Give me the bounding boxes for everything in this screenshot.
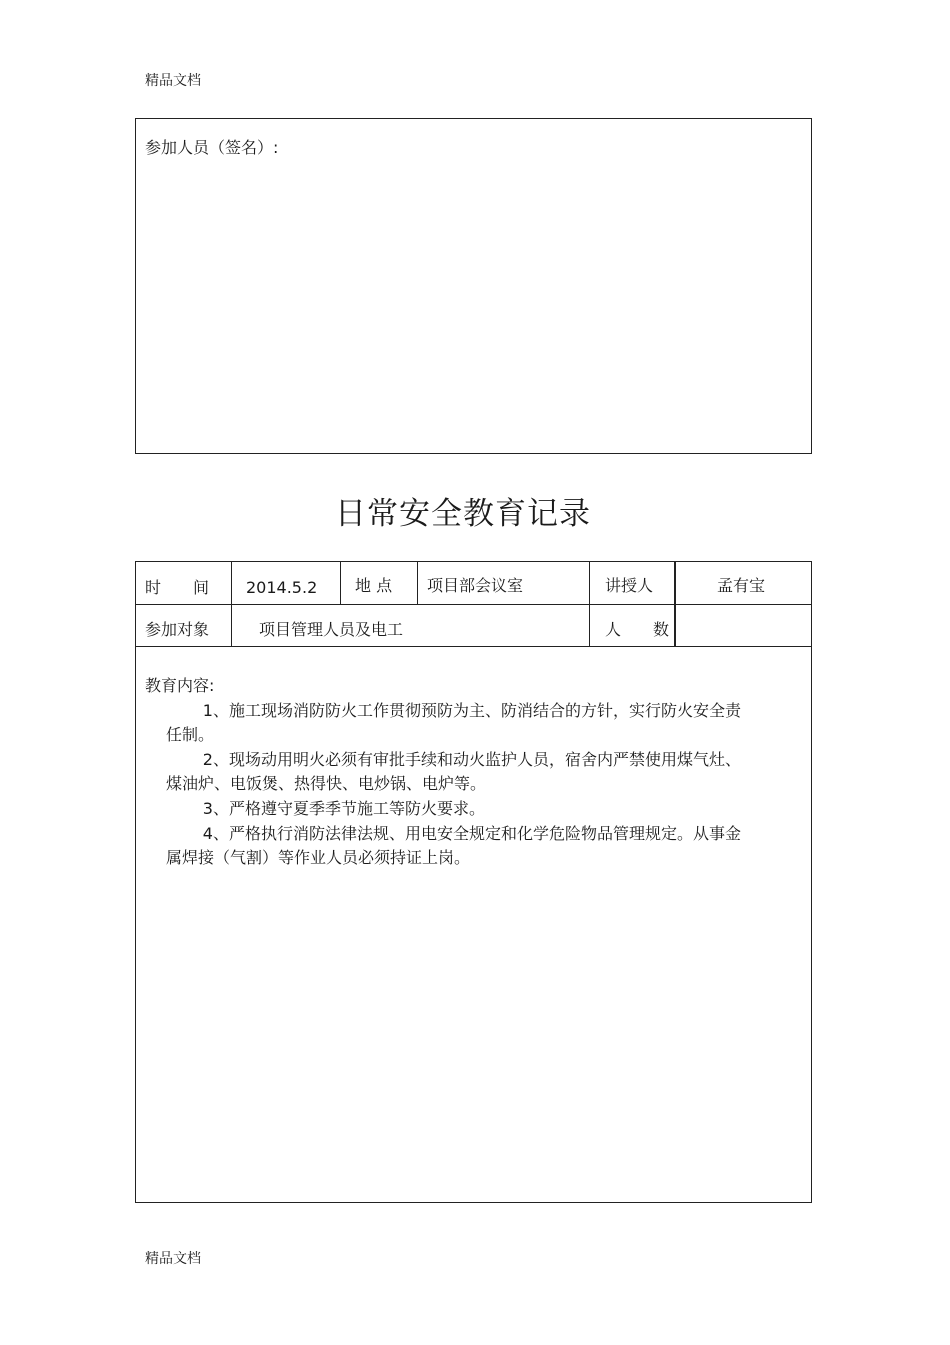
- row-divider: [136, 604, 811, 605]
- content-body: [166, 699, 756, 871]
- content-item: 3、严格遵守夏季季节施工等防火要求。: [202, 799, 485, 818]
- lecturer-label: 讲授人: [605, 576, 654, 595]
- place-value: 项目部会议室: [427, 576, 524, 595]
- content-item: 2、现场动用明火必须有审批手续和动火监护人员，宿舍内严禁使用煤气灶、煤油炉、电饭煲、热得快、电炒锅、电炉等。: [166, 750, 741, 793]
- count-label: 人 数: [605, 620, 670, 639]
- time-value: 2014.5.2: [246, 578, 318, 597]
- audience-value: 项目管理人员及电工: [259, 620, 404, 639]
- document-title: 日常安全教育记录: [335, 496, 591, 532]
- row-divider: [136, 646, 811, 647]
- time-label: 时 间: [145, 578, 210, 597]
- lecturer-value: 孟有宝: [717, 576, 766, 595]
- col-divider: [417, 562, 418, 604]
- content-item: 4、严格执行消防法律法规、用电安全规定和化学危险物品管理规定。从事金属焊接（气割）等作业人员必须持证上岗。: [166, 824, 741, 867]
- col-divider: [231, 604, 232, 646]
- audience-label: 参加对象: [145, 620, 210, 639]
- col-divider: [231, 562, 232, 604]
- place-label: 地 点: [355, 576, 393, 595]
- content-label: 教育内容:: [145, 676, 215, 695]
- footer-watermark-text: 精品文档: [145, 1251, 201, 1267]
- signature-box: [135, 118, 812, 454]
- col-divider: [589, 562, 590, 646]
- signature-label: 参加人员（签名）:: [145, 138, 279, 157]
- col-divider: [674, 562, 676, 646]
- content-item: 1、施工现场消防防火工作贯彻预防为主、防消结合的方针，实行防火安全责任制。: [166, 701, 741, 744]
- record-table: [135, 561, 812, 1203]
- col-divider: [340, 562, 341, 604]
- header-watermark-text: 精品文档: [145, 73, 201, 89]
